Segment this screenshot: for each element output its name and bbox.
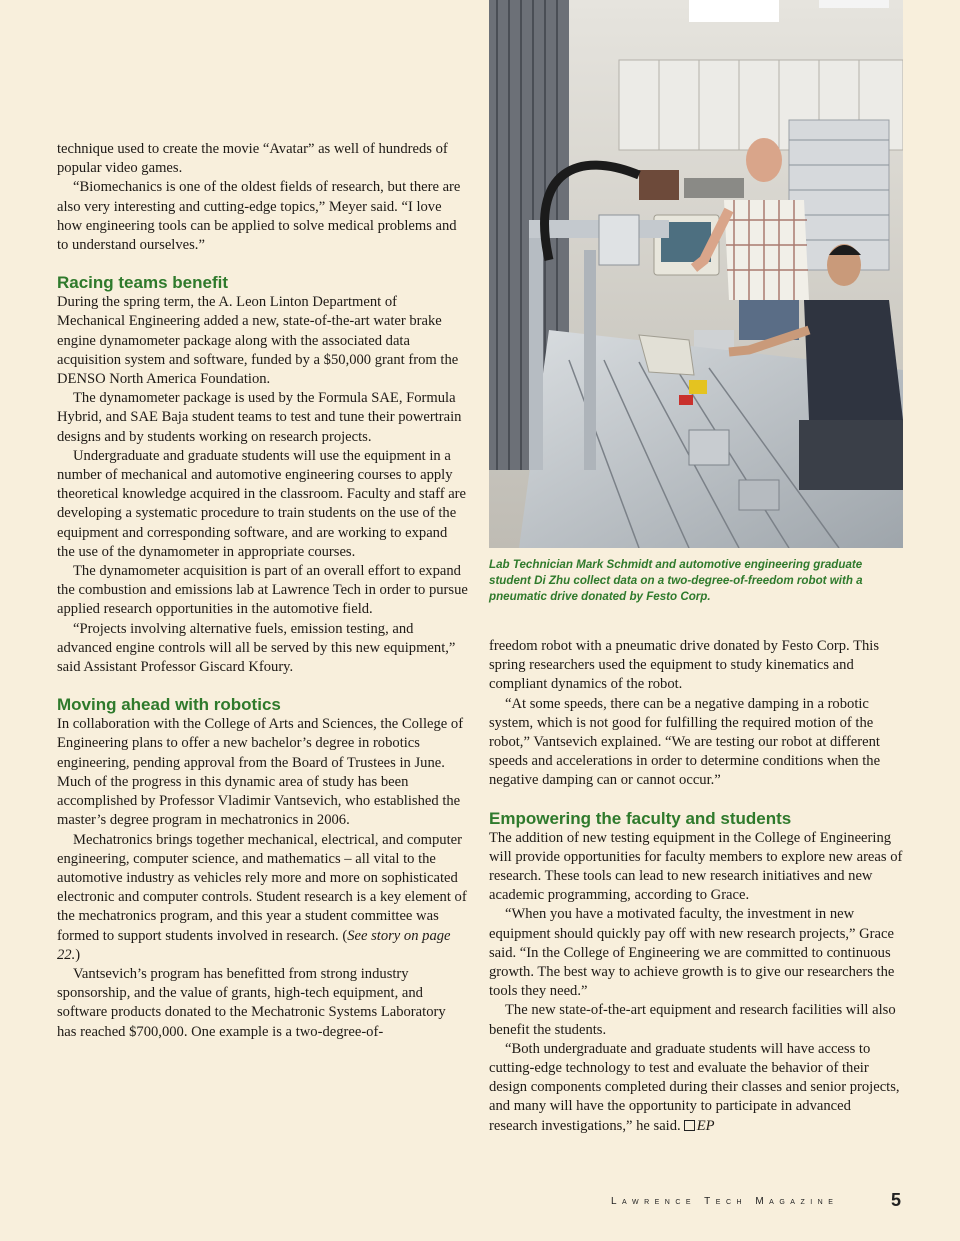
paragraph-text: Mechatronics brings together mechanical, electrical, and computer engineering, computer science, and mathematics – all vital to the automotive industry as vehicles rely more and more on sophisticated electronic and computer controls. Student research is a key element of the mechatronics program, and this year a student committee was formed to support students involved in research. ( (57, 831, 467, 944)
footer-magazine-name: Lawrence Tech Magazine (611, 1196, 839, 1207)
lab-photo-illustration (489, 0, 903, 548)
paragraph: Vantsevich’s program has benefitted from strong industry sponsorship, and the value of grants, high-tech equipment, and software products donated to the Mechatronic Systems Laboratory has reached $700,000. One example is a two-degree-of- (57, 965, 446, 1040)
paragraph: The dynamometer acquisition is part of an overall effort to expand the combustion and emissions lab at Lawrence Tech in order to pursue applied research opportunities in the automotive field. (57, 563, 468, 618)
paragraph: Undergraduate and graduate students will use the equipment in a number of mechanical and automotive engineering courses to apply theoretical knowledge acquired in the classroom. Faculty and staff are developing a systematic procedure to train students on the use of the equipment and corresponding software, and are working to expand the use of the dynamometer in appropriate courses. (57, 447, 467, 560)
paragraph: “At some speeds, there can be a negative damping in a robotic system, which is not good for fulfilling the required motion of the robot,” Vantsevich explained. “We are testing our robot at different speeds and accelerations in order to determine conditions when the negative damping can or cannot occur.” (489, 695, 881, 789)
paragraph (57, 831, 468, 965)
signoff: EP (696, 1117, 715, 1134)
paragraph (489, 1040, 903, 1136)
paragraph: freedom robot with a pneumatic drive donated by Festo Corp. This spring researchers used the equipment to study kinematics and compliant dynamics of the robot. (489, 638, 880, 693)
end-of-story-icon (684, 1120, 695, 1131)
page-number: 5 (891, 1190, 902, 1210)
story-reference: See story on page 22. (57, 927, 451, 963)
section-heading-racing: Racing teams benefit (57, 273, 228, 293)
section-heading-robotics: Moving ahead with robotics (57, 695, 281, 715)
paragraph: The dynamometer package is used by the Formula SAE, Formula Hybrid, and SAE Baja student teams to test and tune their powertrain designs and by students working on research projects. (57, 390, 462, 445)
paragraph: “Projects involving alternative fuels, emission testing, and advanced engine controls will all be served by this new equipment,” said Assistant Professor Giscard Kfoury. (57, 620, 456, 676)
right-column (489, 637, 903, 1136)
section-heading-empowering: Empowering the faculty and students (489, 808, 792, 828)
paragraph: “When you have a motivated faculty, the investment in new equipment should quickly pay off with new research projects,” Grace said. “In the College of Engineering we are committed to continuous growth. The best way to achieve growth is to give our researchers the tools they need.” (489, 906, 895, 1000)
paragraph-text: ) (75, 946, 81, 963)
paragraph-text: “Both undergraduate and graduate students will have access to cutting-edge technology to test and evaluate the behavior of their design components completed during their classes and senior projects, and many will have the opportunity to participate in advanced research investigations,” he said. (489, 1040, 900, 1134)
lab-photo (489, 0, 903, 548)
paragraph: The new state-of-the-art equipment and research facilities will also benefit the students. (489, 1002, 896, 1038)
photo-caption: Lab Technician Mark Schmidt and automotive engineering graduate student Di Zhu collect data on a two-degree-of-freedom robot with a pneumatic drive donated by Festo Corp. (489, 558, 863, 603)
paragraph: “Biomechanics is one of the oldest fields of research, but there are also very interesting and cutting-edge topics,” Meyer said. “I love how engineering tools can be applied to solve medical problems and to understand ourselves.” (57, 179, 461, 254)
paragraph: During the spring term, the A. Leon Linton Department of Mechanical Engineering added a new, state-of-the-art water brake engine dynamometer package along with the associated data acquisition system and software, funded by a $50,000 grant from the DENSO North America Foundation. (57, 294, 459, 388)
paragraph: technique used to create the movie “Avatar” as well of hundreds of popular video games. (57, 141, 448, 177)
paragraph: In collaboration with the College of Arts and Sciences, the College of Engineering plans to offer a new bachelor’s degree in robotics engineering, pending approval from the Board of Trustees in June. Much of the progress in this dynamic area of study has been accomplished by Professor Vladimir Vantsevich, who established the master’s degree program in mechatronics in 2006. (57, 716, 464, 829)
paragraph: The addition of new testing equipment in the College of Engineering will provide opportunities for faculty members to explore new areas of research. These tools can lead to new research initiatives and new academic programming, according to Grace. (489, 829, 903, 904)
left-column (57, 140, 468, 1042)
